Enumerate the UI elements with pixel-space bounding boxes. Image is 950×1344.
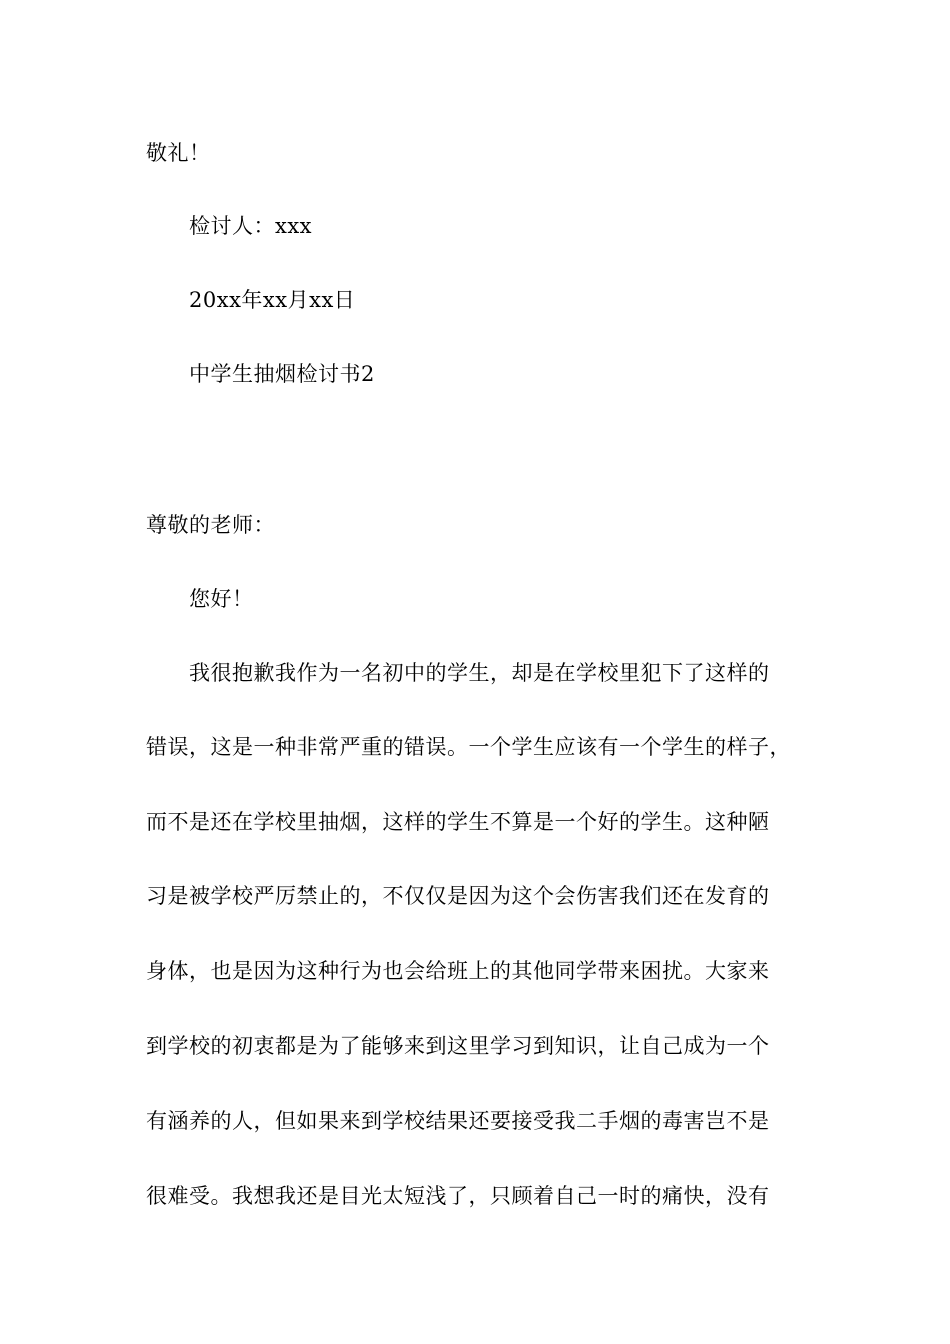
section-title: 中学生抽烟检讨书2 [189, 362, 375, 386]
body-line-8: 很难受。我想我还是目光太短浅了，只顾着自己一时的痛快，没有 [146, 1184, 770, 1208]
body-line-3: 而不是还在学校里抽烟，这样的学生不算是一个好的学生。这种陋 [146, 810, 770, 834]
date-line: 20xx年xx月xx日 [189, 288, 356, 312]
body-line-5: 身体，也是因为这种行为也会给班上的其他同学带来困扰。大家来 [146, 959, 770, 983]
body-line-7: 有涵养的人，但如果来到学校结果还要接受我二手烟的毒害岂不是 [146, 1109, 770, 1133]
closing-salutation: 敬礼！ [146, 141, 211, 165]
body-line-2: 错误，这是一种非常严重的错误。一个学生应该有一个学生的样子， [146, 735, 791, 759]
hello-line: 您好！ [189, 587, 254, 611]
greeting-line: 尊敬的老师： [146, 513, 275, 537]
signature-line: 检讨人：xxx [189, 214, 313, 238]
body-line-1: 我很抱歉我作为一名初中的学生，却是在学校里犯下了这样的 [189, 661, 770, 685]
body-line-4: 习是被学校严厉禁止的，不仅仅是因为这个会伤害我们还在发育的 [146, 884, 770, 908]
body-line-6: 到学校的初衷都是为了能够来到这里学习到知识，让自己成为一个 [146, 1034, 770, 1058]
